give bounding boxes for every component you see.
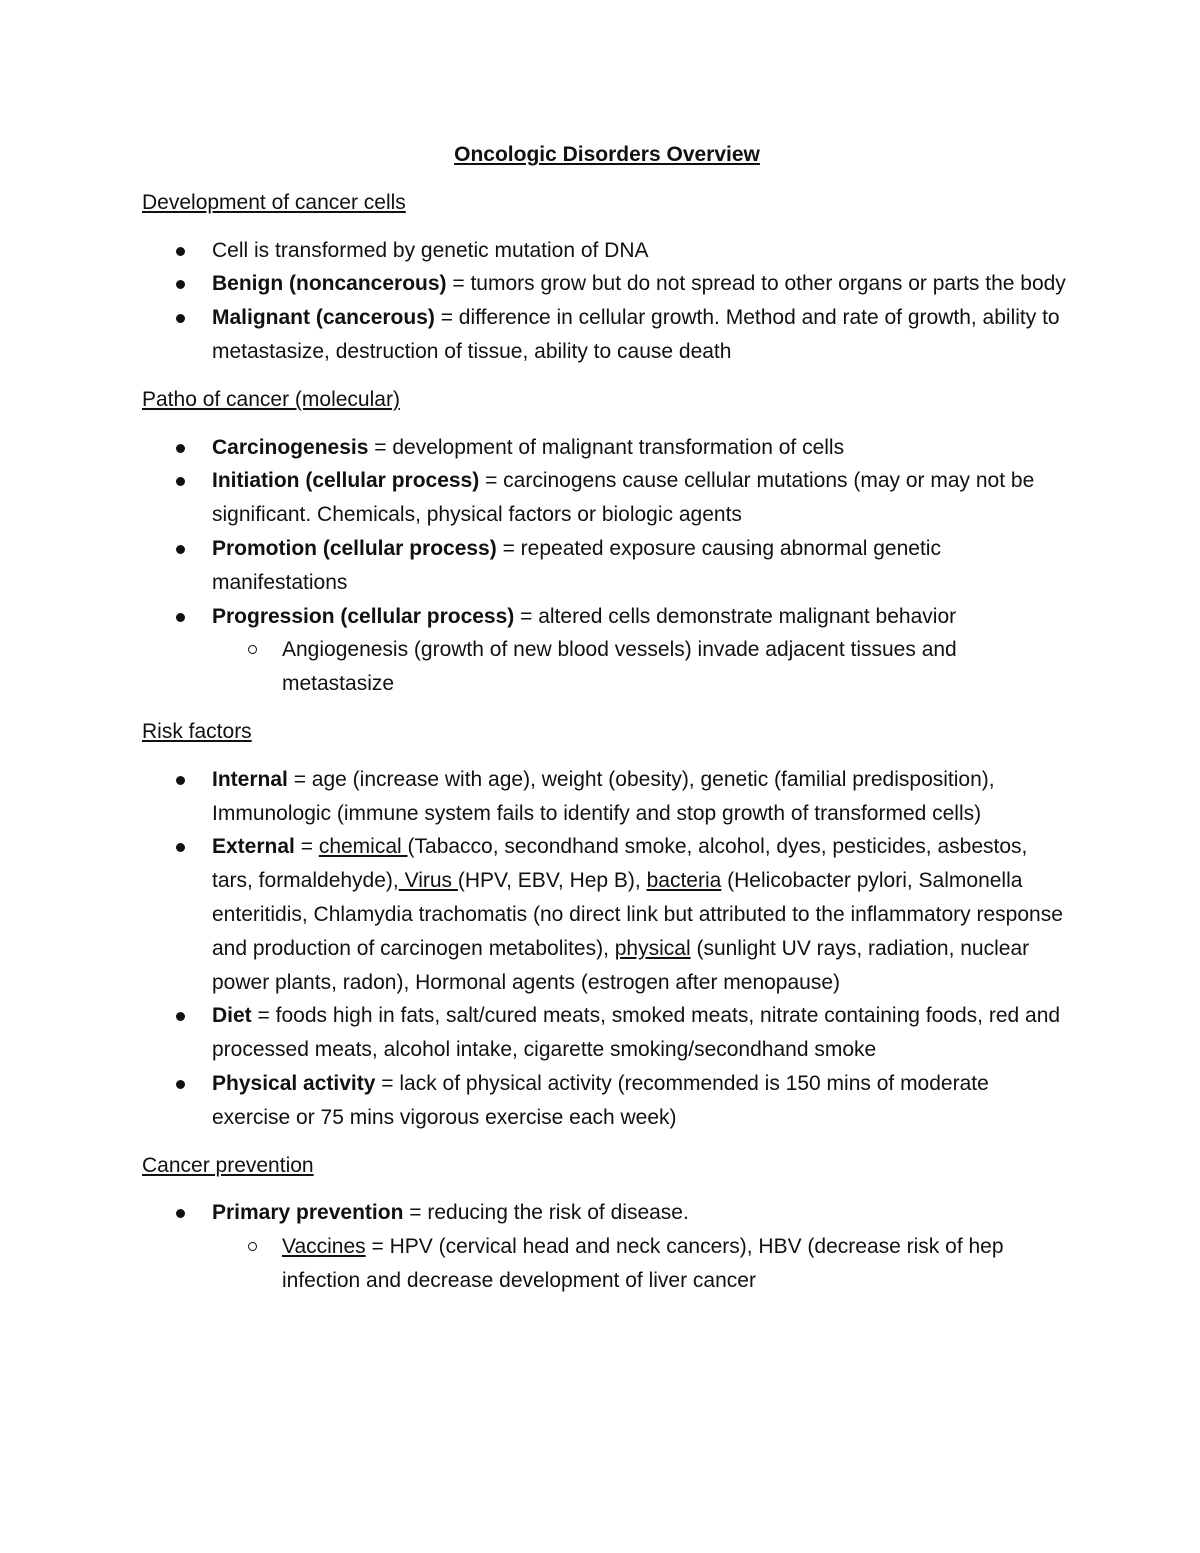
document-body <box>142 138 1072 1312</box>
item-text: = tumors grow but do not spread to other organs or parts the body <box>446 272 1066 296</box>
bacteria-label: bacteria <box>646 869 722 893</box>
physical-text: (sunlight UV rays, radiation, nuclear power plants, radon), Hormonal agents (estrogen after menopause) <box>212 936 1030 994</box>
item-text: Cell is transformed by genetic mutation of DNA <box>212 238 649 262</box>
list-item <box>142 234 1072 268</box>
prevention-list <box>142 1196 1072 1297</box>
item-text: = age (increase with age), weight (obesity), genetic (familial predisposition), Immunologic (immune system fails to identify and stop growth of transformed cells) <box>212 767 995 825</box>
bacteria-text: (Helicobacter pylori, Salmonella enteritidis, Chlamydia trachomatis (no direct link but attributed to the inflammatory response and production of carcinogen metabolites), <box>212 869 1063 960</box>
item-term: Diet <box>212 1004 252 1028</box>
item-term: Benign (noncancerous) <box>212 272 447 296</box>
item-term: Promotion (cellular process) <box>212 536 497 560</box>
hollow-bullet-icon <box>248 1242 257 1251</box>
hollow-bullet-icon <box>248 645 257 654</box>
item-text: = development of malignant transformation of cells <box>368 435 845 459</box>
item-text: = lack of physical activity (recommended is 150 mins of moderate exercise or 75 mins vigorous exercise each week) <box>212 1071 989 1129</box>
section-heading-prevention: Cancer prevention <box>142 1153 314 1177</box>
sub-item-text: = HPV (cervical head and neck cancers), HBV (decrease risk of hep infection and decrease development of liver cancer <box>282 1235 1004 1292</box>
bullet-icon <box>176 477 185 486</box>
list-item <box>142 600 1072 701</box>
virus-text: (HPV, EBV, Hep B), <box>457 869 647 893</box>
list-item <box>142 267 1072 301</box>
sub-list-item <box>212 633 1072 701</box>
item-text: = foods high in fats, salt/cured meats, smoked meats, nitrate containing foods, red and processed meats, alcohol intake, cigarette smoking/secondhand smoke <box>212 1004 1061 1062</box>
bullet-icon <box>176 444 185 453</box>
item-term: Progression (cellular process) <box>212 604 515 628</box>
list-item <box>142 999 1072 1067</box>
item-term: Physical activity <box>212 1071 376 1095</box>
item-term: Primary prevention <box>212 1201 404 1225</box>
item-term: Carcinogenesis <box>212 435 369 459</box>
sub-list-item <box>212 1230 1072 1298</box>
bullet-icon <box>176 247 185 256</box>
patho-list <box>142 431 1072 701</box>
bullet-icon <box>176 314 185 323</box>
sub-item-text: Angiogenesis (growth of new blood vessels) invade adjacent tissues and metastasize <box>282 638 957 696</box>
bullet-icon <box>176 1209 185 1218</box>
physical-label: physical <box>614 936 691 960</box>
list-item <box>142 301 1072 369</box>
list-item <box>142 830 1072 999</box>
chemical-label: chemical <box>318 835 408 859</box>
list-item <box>142 532 1072 600</box>
section-heading-patho: Patho of cancer (molecular) <box>142 387 400 411</box>
bullet-icon <box>176 613 185 622</box>
bullet-icon <box>176 280 185 289</box>
risk-list <box>142 763 1072 1135</box>
chemical-text: (Tabacco, secondhand smoke, alcohol, dyes, pesticides, asbestos, tars, formaldehyde), <box>212 835 1028 893</box>
item-text: = altered cells demonstrate malignant behavior <box>514 604 957 628</box>
virus-label: Virus <box>398 869 458 893</box>
bullet-icon <box>176 1012 185 1021</box>
section-heading-development: Development of cancer cells <box>142 190 406 214</box>
item-term: External <box>212 835 295 859</box>
bullet-icon <box>176 843 185 852</box>
list-item <box>142 464 1072 532</box>
item-text: = carcinogens cause cellular mutations (may or may not be significant. Chemicals, physical factors or biologic agents <box>212 469 1035 527</box>
bullet-icon <box>176 545 185 554</box>
item-term: Internal <box>212 767 288 791</box>
sub-list <box>212 1230 1072 1298</box>
item-text: = difference in cellular growth. Method and rate of growth, ability to metastasize, destruction of tissue, ability to cause death <box>212 306 1060 363</box>
list-item <box>142 1067 1072 1135</box>
item-text: = <box>294 835 319 859</box>
sub-list <box>212 633 1072 701</box>
item-term: Malignant (cancerous) <box>212 306 435 330</box>
bullet-icon <box>176 776 185 785</box>
list-item <box>142 1196 1072 1297</box>
page-title: Oncologic Disorders Overview <box>454 143 760 166</box>
item-term: Initiation (cellular process) <box>212 469 480 493</box>
item-text: = repeated exposure causing abnormal genetic manifestations <box>212 536 941 594</box>
list-item <box>142 763 1072 831</box>
item-text: = reducing the risk of disease. <box>403 1201 689 1225</box>
development-list <box>142 234 1072 369</box>
vaccines-label: Vaccines <box>282 1235 366 1259</box>
list-item <box>142 431 1072 465</box>
bullet-icon <box>176 1080 185 1089</box>
section-heading-risk: Risk factors <box>142 719 252 743</box>
